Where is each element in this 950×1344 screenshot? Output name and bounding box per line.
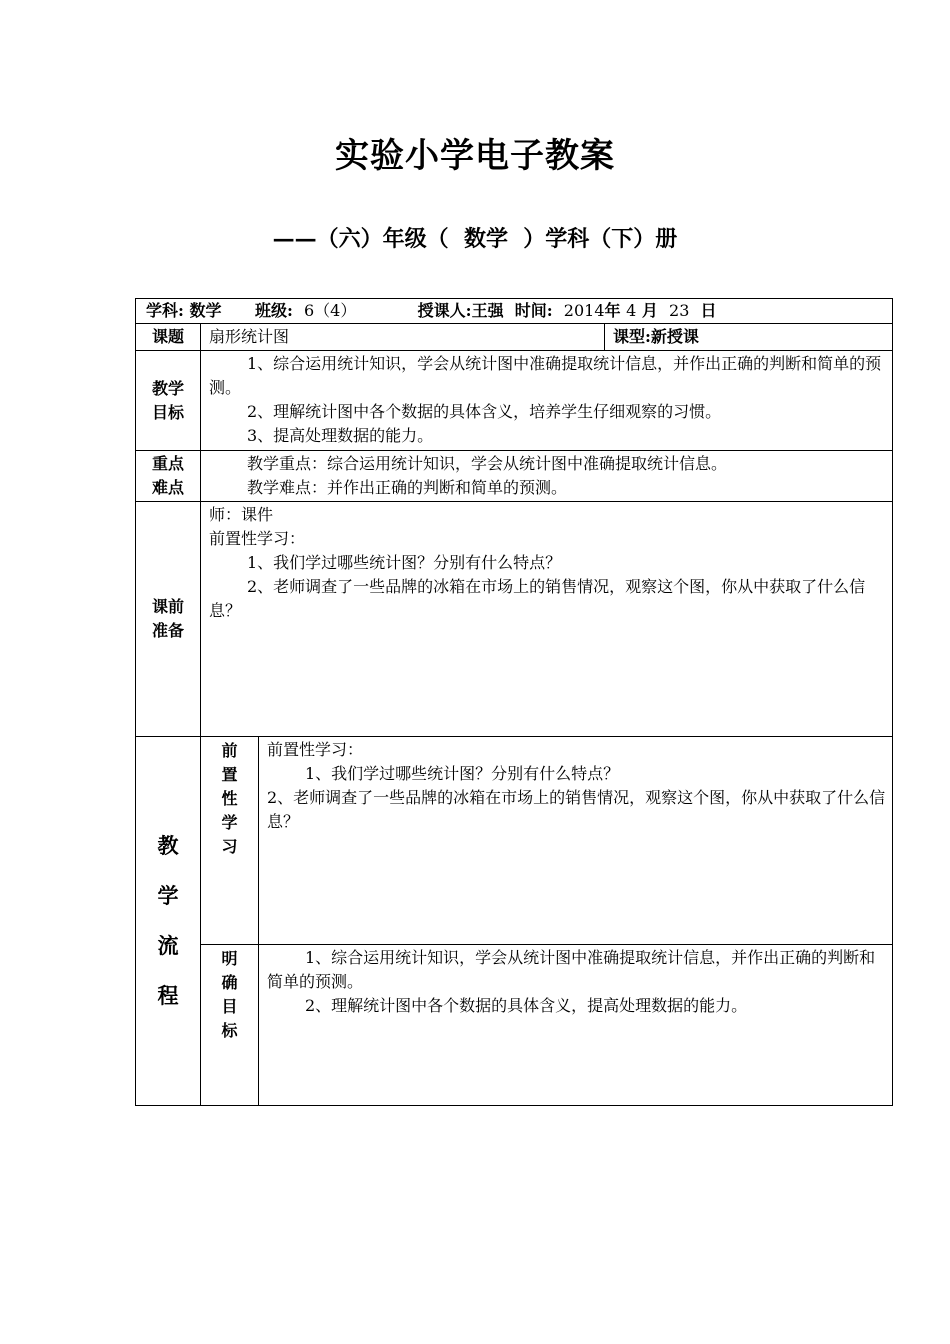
teacher-label: 授课人: bbox=[417, 301, 472, 320]
header-row bbox=[136, 299, 893, 324]
objectives-content bbox=[201, 351, 893, 451]
day-unit: 日 bbox=[700, 301, 717, 320]
key-points-label-line2: 难点 bbox=[151, 478, 184, 497]
topic-value: 扇形统计图 bbox=[201, 324, 605, 351]
section-label-char: 明 bbox=[221, 949, 238, 968]
flow-label-char: 教 bbox=[157, 833, 179, 858]
year-unit: 年 bbox=[604, 301, 621, 320]
year-value: 2014 bbox=[563, 301, 605, 320]
flow-label-char: 流 bbox=[157, 933, 179, 958]
key-points-label bbox=[136, 451, 201, 502]
time-label: 时间: bbox=[514, 301, 553, 320]
teaching-flow-label bbox=[136, 737, 201, 1106]
key-points-label-line1: 重点 bbox=[151, 454, 184, 473]
pre-study-question: 2、老师调查了一些品牌的冰箱在市场上的销售情况，观察这个图，你从中获取了什么信息？ bbox=[209, 577, 866, 620]
flow-row-2 bbox=[136, 945, 893, 1106]
day-value: 23 bbox=[669, 301, 690, 320]
preparation-label-line1: 课前 bbox=[151, 597, 184, 616]
class-label: 班级: bbox=[254, 301, 293, 320]
pre-study-question: 1、我们学过哪些统计图？分别有什么特点？ bbox=[305, 764, 620, 783]
pre-study-question: 2、老师调查了一些品牌的冰箱在市场上的销售情况，观察这个图，你从中获取了什么信息？ bbox=[267, 788, 886, 831]
class-value: 6（4） bbox=[304, 301, 357, 320]
subtitle-dash: —— bbox=[272, 226, 317, 252]
flow-row-1 bbox=[136, 737, 893, 945]
subtitle-grade-subject: （六）年级（ 数学 ）学科（下）册 bbox=[316, 226, 678, 252]
objective-item: 1、综合运用统计知识，学会从统计图中准确提取统计信息，并作出正确的判断和简单的预测。 bbox=[209, 354, 882, 397]
section-label-char: 置 bbox=[221, 765, 238, 784]
subject-value: 数学 bbox=[189, 301, 222, 320]
flow-label-char: 学 bbox=[157, 883, 179, 908]
section-label-char: 学 bbox=[221, 813, 238, 832]
goal-item: 2、理解统计图中各个数据的具体含义，提高处理数据的能力。 bbox=[305, 996, 748, 1015]
section-label-char: 目 bbox=[221, 997, 238, 1016]
month-value: 4 bbox=[626, 301, 637, 320]
goal-item: 1、综合运用统计知识，学会从统计图中准确提取统计信息，并作出正确的判断和简单的预测。 bbox=[267, 948, 876, 991]
teacher-materials: 师：课件 bbox=[209, 505, 274, 524]
section-label-char: 性 bbox=[221, 789, 238, 808]
objectives-label-line1: 教学 bbox=[151, 378, 184, 398]
topic-row bbox=[136, 324, 893, 351]
lesson-plan-table bbox=[135, 298, 893, 1106]
teacher-value: 王强 bbox=[471, 301, 504, 320]
clarify-goals-section-content bbox=[259, 945, 893, 1106]
clarify-goals-section-label bbox=[201, 945, 259, 1106]
lesson-type bbox=[605, 324, 893, 351]
teaching-focus: 教学重点：综合运用统计知识，学会从统计图中准确提取统计信息。 bbox=[247, 454, 728, 473]
teaching-difficulty: 教学难点：并作出正确的判断和简单的预测。 bbox=[247, 478, 568, 497]
key-points-content bbox=[201, 451, 893, 502]
section-label-char: 习 bbox=[221, 837, 238, 856]
pre-study-heading: 前置性学习： bbox=[267, 740, 364, 759]
key-points-row bbox=[136, 451, 893, 502]
section-label-char: 标 bbox=[221, 1021, 238, 1040]
pre-study-heading: 前置性学习： bbox=[209, 529, 306, 548]
objectives-label bbox=[136, 351, 201, 451]
pre-study-section-content bbox=[259, 737, 893, 945]
flow-label-char: 程 bbox=[157, 983, 179, 1008]
subject-label: 学科: bbox=[146, 301, 184, 320]
section-label-char: 前 bbox=[221, 741, 238, 760]
preparation-label-line2: 准备 bbox=[151, 621, 184, 640]
preparation-content bbox=[201, 502, 893, 737]
objective-item: 3、提高处理数据的能力。 bbox=[247, 426, 434, 445]
pre-study-question: 1、我们学过哪些统计图？分别有什么特点？ bbox=[247, 553, 562, 572]
header-info bbox=[136, 299, 893, 324]
page-subtitle bbox=[0, 222, 950, 253]
pre-study-section-label bbox=[201, 737, 259, 945]
month-unit: 月 bbox=[641, 301, 658, 320]
page-title: 实验小学电子教案 bbox=[335, 136, 615, 176]
lesson-type-value: 新授课 bbox=[650, 327, 699, 346]
preparation-label bbox=[136, 502, 201, 737]
objective-item: 2、理解统计图中各个数据的具体含义，培养学生仔细观察的习惯。 bbox=[247, 402, 722, 421]
lesson-type-label: 课型: bbox=[613, 327, 651, 346]
topic-label: 课题 bbox=[136, 324, 201, 351]
section-label-char: 确 bbox=[221, 973, 238, 992]
objectives-row bbox=[136, 351, 893, 451]
preparation-row bbox=[136, 502, 893, 737]
objectives-label-line2: 目标 bbox=[151, 402, 184, 422]
